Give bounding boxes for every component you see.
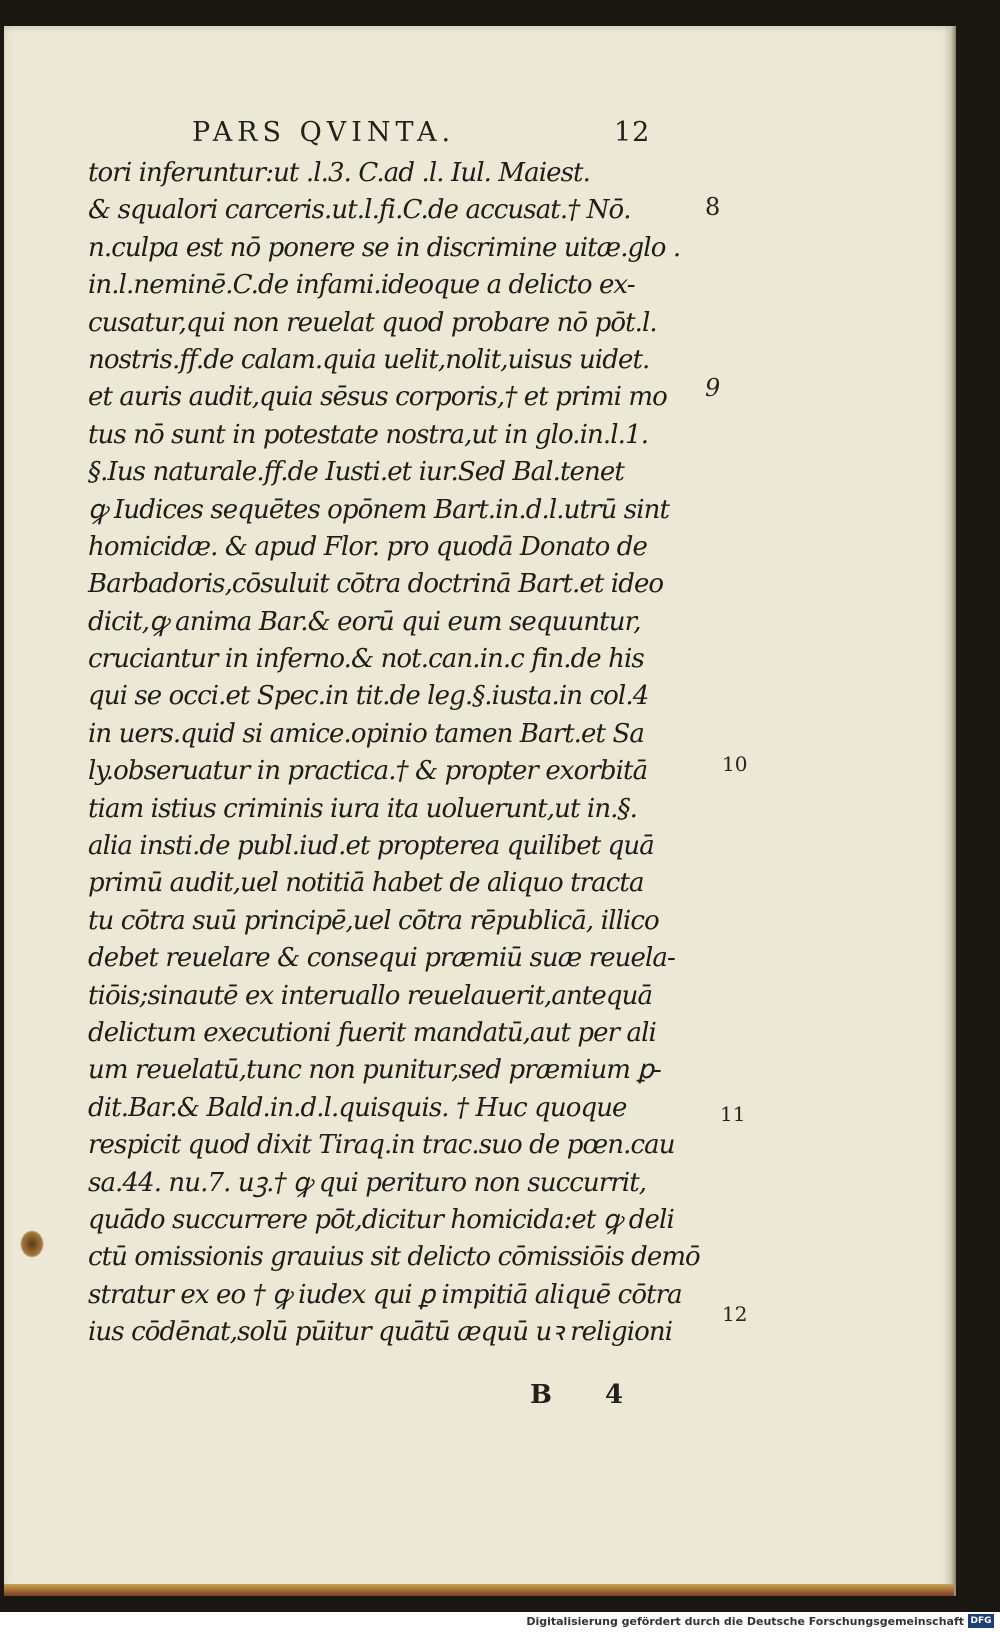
text-line: tiam istius criminis iura ita uoluerunt,ut in.§. <box>88 793 638 824</box>
text-line: in.l.neminē.C.de infami.ideoque a delicto ex- <box>88 270 635 301</box>
text-line: primū audit,uel notitiā habet de aliquo tracta <box>88 868 644 899</box>
marginal-number: 11 <box>720 1102 746 1126</box>
page-right-edge <box>950 26 956 1596</box>
text-line: ius cōdēnat,solū pūitur quātū æquū uꝛ religioni <box>88 1317 673 1348</box>
dfg-logo: DFG <box>968 1614 994 1628</box>
text-line: respicit quod dixit Tiraq.in trac.suo de pœn.cau <box>88 1130 675 1161</box>
text-line: cusatur,qui non reuelat quod probare nō pōt.l. <box>88 307 657 338</box>
text-line: dit.Bar.& Bald.in.d.l.quisquis. † Huc quoque <box>88 1092 627 1123</box>
folio-number: 12 <box>614 117 651 148</box>
text-line: tiōis;sinautē ex interuallo reuelauerit,antequā <box>88 980 653 1011</box>
text-line: um reuelatū,tunc non punitur,sed præmium ꝑ- <box>88 1055 661 1086</box>
text-line: quādo succurrere pōt,dicitur homicida:et ꝙ deli <box>88 1204 674 1235</box>
text-line: delictum executioni fuerit mandatū,aut per ali <box>88 1017 656 1048</box>
text-line: tu cōtra suū principē,uel cōtra rēpublicā, illico <box>88 905 659 936</box>
text-line: debet reuelare & consequi præmiū suæ reuela- <box>88 943 675 974</box>
marginal-number: 9 <box>705 374 721 402</box>
text-line: nostris.ff.de calam.quia uelit,nolit,uisus uidet. <box>88 344 650 375</box>
text-line: qui se occi.et Spec.in tit.de leg.§.iusta.in col.4 <box>88 681 649 712</box>
page-bottom-edge <box>4 1584 954 1596</box>
text-line: §.Ius naturale.ff.de Iusti.et iur.Sed Bal.tenet <box>88 457 624 488</box>
running-title: PARS QVINTA. <box>192 117 456 148</box>
text-line: homicidæ. & apud Flor. pro quodā Donato de <box>88 531 647 562</box>
text-line: in uers.quid si amice.opinio tamen Bart.et Sa <box>88 718 644 749</box>
text-line: ctū omissionis grauius sit delicto cōmissiōis demō <box>88 1242 700 1273</box>
text-line: & squalori carceris.ut.l.fi.C.de accusat.† Nō. <box>88 195 631 226</box>
text-line: ly.obseruatur in practica.† & propter exorbitā <box>88 756 648 787</box>
text-line: stratur ex eo † ꝙ iudex qui ꝑ impitiā aliquē cōtra <box>88 1279 682 1310</box>
text-line: n.culpa est nō ponere se in discrimine uitæ.glo . <box>88 232 681 263</box>
marginal-number: 8 <box>705 193 721 221</box>
text-line: dicit,ꝙ anima Bar.& eorū qui eum sequuntur, <box>88 606 641 637</box>
text-line: alia insti.de publ.iud.et propterea quilibet quā <box>88 831 654 862</box>
text-line: ꝙ Iudices sequētes opōnem Bart.in.d.l.utrū sint <box>88 494 670 525</box>
text-line: sa.44. nu.7. uꝫ.† ꝙ qui perituro non succurrit, <box>88 1167 647 1198</box>
digitization-credit: Digitalisierung gefördert durch die Deutsche Forschungsgemeinschaft <box>526 1615 964 1628</box>
signature-mark: B 4 <box>530 1380 646 1410</box>
text-line: et auris audit,quia sēsus corporis,† et primi mo <box>88 382 667 413</box>
marginal-number: 12 <box>722 1302 748 1326</box>
text-line: tori inferuntur:ut .l.3. C.ad .l. Iul. Maiest. <box>88 158 590 188</box>
text-line: Barbadoris,cōsuluit cōtra doctrinā Bart.et ideo <box>88 569 664 600</box>
text-line: tus nō sunt in potestate nostra,ut in glo.in.l.1. <box>88 419 649 450</box>
text-line: cruciantur in inferno.& not.can.in.c fin.de his <box>88 644 644 675</box>
page-stain <box>20 1230 44 1258</box>
body-text <box>88 155 698 1352</box>
marginal-number: 10 <box>722 752 748 776</box>
running-header <box>192 117 652 151</box>
